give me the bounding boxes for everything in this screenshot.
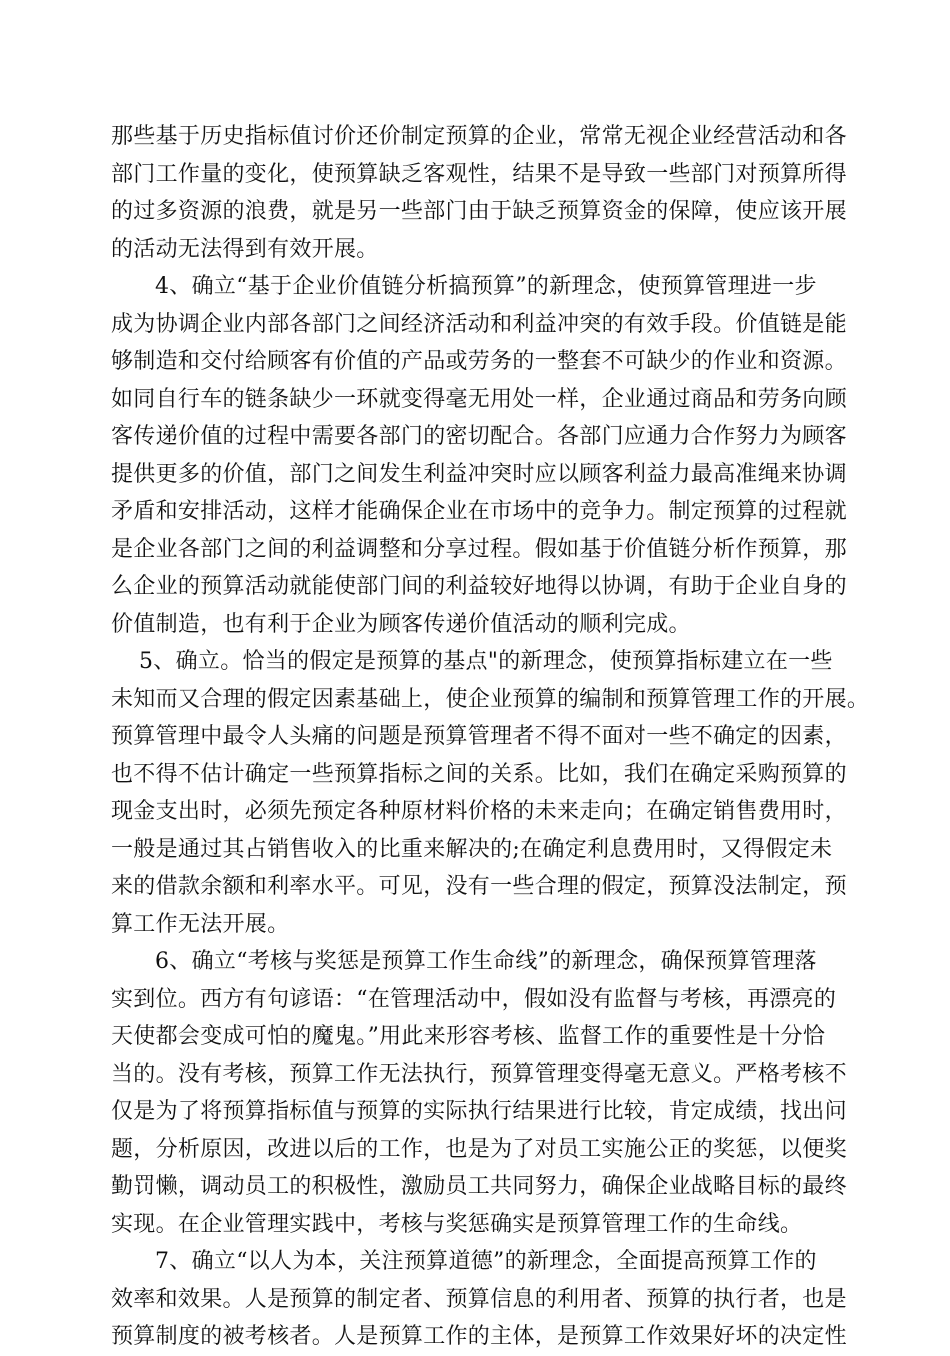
text-line: 么企业的预算活动就能使部门间的利益较好地得以协调，有助于企业自身的 <box>111 574 847 599</box>
paragraph-5-start: 5、确立。恰当的假定是预算的基点"的新理念，使预算指标建立在一些 <box>139 649 833 674</box>
text-line: 成为协调企业内部各部门之间经济活动和利益冲突的有效手段。价值链是能 <box>111 311 847 337</box>
text-line: 当的。没有考核，预算工作无法执行，预算管理变得毫无意义。严格考核不 <box>111 1061 847 1087</box>
text-line: 的活动无法得到有效开展。 <box>111 236 379 262</box>
text-line: 实现。在企业管理实践中，考核与奖惩确实是预算管理工作的生命线。 <box>111 1211 803 1237</box>
text-line: 未知而又合理的假定因素基础上，使企业预算的编制和预算管理工作的开展。 <box>111 686 870 712</box>
text-line: 效率和效果。人是预算的制定者、预算信息的利用者、预算的执行者，也是 <box>111 1286 847 1312</box>
text-line: 那些基于历史指标值讨价还价制定预算的企业，常常无视企业经营活动和各 <box>111 124 847 149</box>
document-body <box>111 118 871 1356</box>
text-line: 客传递价值的过程中需要各部门的密切配合。各部门应通力合作努力为顾客 <box>111 424 847 449</box>
text-line: 提供更多的价值，部门之间发生利益冲突时应以顾客利益力最高准绳来协调 <box>111 461 847 487</box>
text-line: 算工作无法开展。 <box>111 911 290 937</box>
text-line: 够制造和交付给顾客有价值的产品或劳务的一整套不可缺少的作业和资源。 <box>111 349 847 374</box>
text-line: 的过多资源的浪费，就是另一些部门由于缺乏预算资金的保障，使应该开展 <box>111 199 847 224</box>
text-line: 矛盾和安排活动，这样才能确保企业在市场中的竞争力。制定预算的过程就 <box>111 499 847 524</box>
text-line: 勤罚懒，调动员工的积极性，激励员工共同努力，确保企业战略目标的最终 <box>111 1174 847 1199</box>
text-line: 仅是为了将预算指标值与预算的实际执行结果进行比较，肯定成绩，找出问 <box>111 1099 847 1124</box>
text-line: 一般是通过其占销售收入的比重来解决的;在确定利息费用时，又得假定未 <box>111 836 833 862</box>
text-line: 题，分析原因，改进以后的工作，也是为了对员工实施公正的奖惩，以便奖 <box>111 1136 847 1162</box>
text-line: 天使都会变成可怕的魔鬼。”用此来形容考核、监督工作的重要性是十分恰 <box>111 1024 826 1049</box>
text-line: 来的借款余额和利率水平。可见，没有一些合理的假定，预算没法制定，预 <box>111 874 847 899</box>
text-line: 预算管理中最令人头痛的问题是预算管理者不得不面对一些不确定的因素， <box>111 724 847 749</box>
paragraph-4-start: 4、确立“基于企业价值链分析搞预算”的新理念，使预算管理进一步 <box>155 274 817 299</box>
text-line: 预算制度的被考核者。人是预算工作的主体，是预算工作效果好坏的决定性 <box>111 1324 847 1349</box>
text-line: 部门工作量的变化，使预算缺乏客观性，结果不是导致一些部门对预算所得 <box>111 161 847 187</box>
text-line: 是企业各部门之间的利益调整和分享过程。假如基于价值链分析作预算，那 <box>111 536 847 562</box>
text-line: 也不得不估计确定一些预算指标之间的关系。比如，我们在确定采购预算的 <box>111 761 847 787</box>
text-line: 实到位。西方有句谚语：“在管理活动中，假如没有监督与考核，再漂亮的 <box>111 986 837 1012</box>
text-line: 现金支出时，必须先预定各种原材料价格的未来走向；在确定销售费用时， <box>111 799 847 824</box>
paragraph-7-start: 7、确立“以人为本，关注预算道德”的新理念，全面提高预算工作的 <box>155 1249 817 1274</box>
paragraph-6-start: 6、确立“考核与奖惩是预算工作生命线”的新理念，确保预算管理落 <box>155 949 817 974</box>
text-line: 如同自行车的链条缺少一环就变得毫无用处一样，企业通过商品和劳务向顾 <box>111 386 847 412</box>
text-line: 价值制造，也有利于企业为顾客传递价值活动的顺利完成。 <box>111 611 691 637</box>
